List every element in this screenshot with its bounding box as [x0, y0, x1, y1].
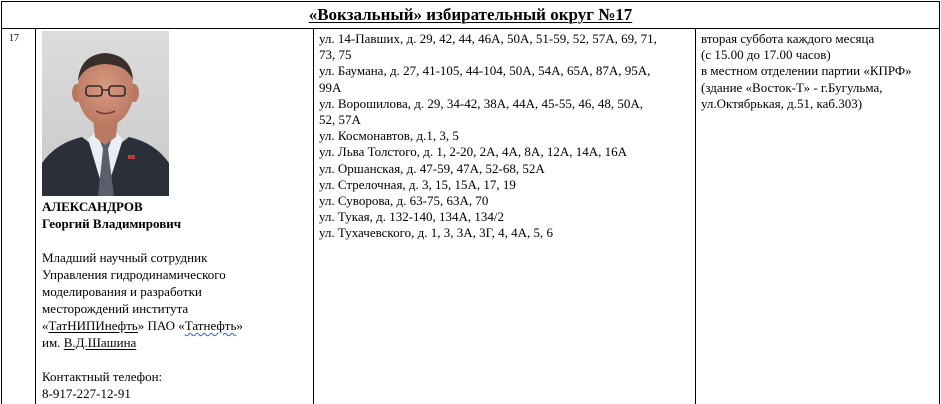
table-left-border — [1, 1, 2, 404]
address-line: ул. Тукая, д. 132-140, 134А, 134/2 — [319, 209, 505, 225]
position-line: моделирования и разработки — [42, 284, 202, 299]
schedule-line: (с 15.00 до 17.00 часов) — [701, 47, 831, 63]
phone-number: 8-917-227-12-91 — [42, 386, 131, 401]
address-line: ул. 14-Павших, д. 29, 42, 44, 46А, 50А, 51-59, 52, 57А, 69, 71, — [319, 31, 657, 46]
row-number: 17 — [9, 33, 19, 44]
candidate-surname: АЛЕКСАНДРОВ — [42, 199, 143, 214]
address-line: ул. Тухачевского, д. 1, 3, 3А, 3Г, 4, 4А, 5, 6 — [319, 225, 554, 241]
reception-schedule — [701, 31, 937, 112]
column-divider-3 — [695, 28, 696, 404]
table-right-border — [939, 1, 940, 404]
table-top-border — [1, 1, 940, 2]
address-line: ул. Космонавтов, д.1, 3, 5 — [319, 128, 459, 144]
address-line: ул. Ворошилова, д. 29, 34-42, 38А, 44А, 45-55, 46, 48, 50А, — [319, 95, 643, 111]
address-line: ул. Стрелочная, д. 3, 15, 15А, 17, 19 — [319, 176, 516, 192]
schedule-line: вторая суббота каждого месяца — [701, 31, 875, 46]
schedule-line: ул.Октябрькая, д.51, каб.303) — [701, 95, 863, 111]
address-line: ул. Оршанская, д. 47-59, 47А, 52-68, 52А — [319, 160, 545, 176]
position-line-org: «ТатНИПИнефть» ПАО «Татнефть» — [42, 318, 243, 333]
header-bottom-border — [1, 28, 940, 29]
org-name-2: Татнефть — [184, 318, 237, 333]
address-line: 52, 57А — [319, 112, 361, 128]
address-line: ул. Суворова, д. 63-75, 63А, 70 — [319, 193, 489, 209]
schedule-line: в местном отделении партии «КПРФ» — [701, 63, 912, 79]
address-line: ул. Баумана, д. 27, 41-105, 44-104, 50А, 54А, 65А, 87А, 95А, — [319, 63, 651, 79]
candidate-given-name: Георгий Владимирович — [42, 216, 182, 231]
district-title: «Вокзальный» избирательный округ №17 — [308, 5, 633, 24]
column-divider-2 — [313, 28, 314, 404]
position-line: Младший научный сотрудник — [42, 250, 208, 265]
address-line: ул. Льва Толстого, д. 1, 2-20, 2А, 4А, 8А, 12А, 14А, 16А — [319, 144, 627, 160]
address-line: 73, 75 — [319, 47, 352, 63]
schedule-line: (здание «Восток-Т» - г.Бугульма, — [701, 79, 883, 95]
address-list — [319, 31, 691, 242]
org-name-1: ТатНИПИнефть — [48, 318, 138, 333]
position-line: месторождений института — [42, 301, 189, 316]
institute-honoree: В.Д.Шашина — [63, 335, 137, 350]
column-divider-1 — [35, 28, 36, 404]
position-line-institute: им. В.Д.Шашина — [42, 335, 137, 350]
address-line: 99А — [319, 79, 342, 95]
position-line: Управления гидродинамического — [42, 267, 226, 282]
candidate-info — [42, 198, 307, 402]
candidate-photo — [42, 31, 169, 196]
phone-label: Контактный телефон: — [42, 369, 163, 384]
